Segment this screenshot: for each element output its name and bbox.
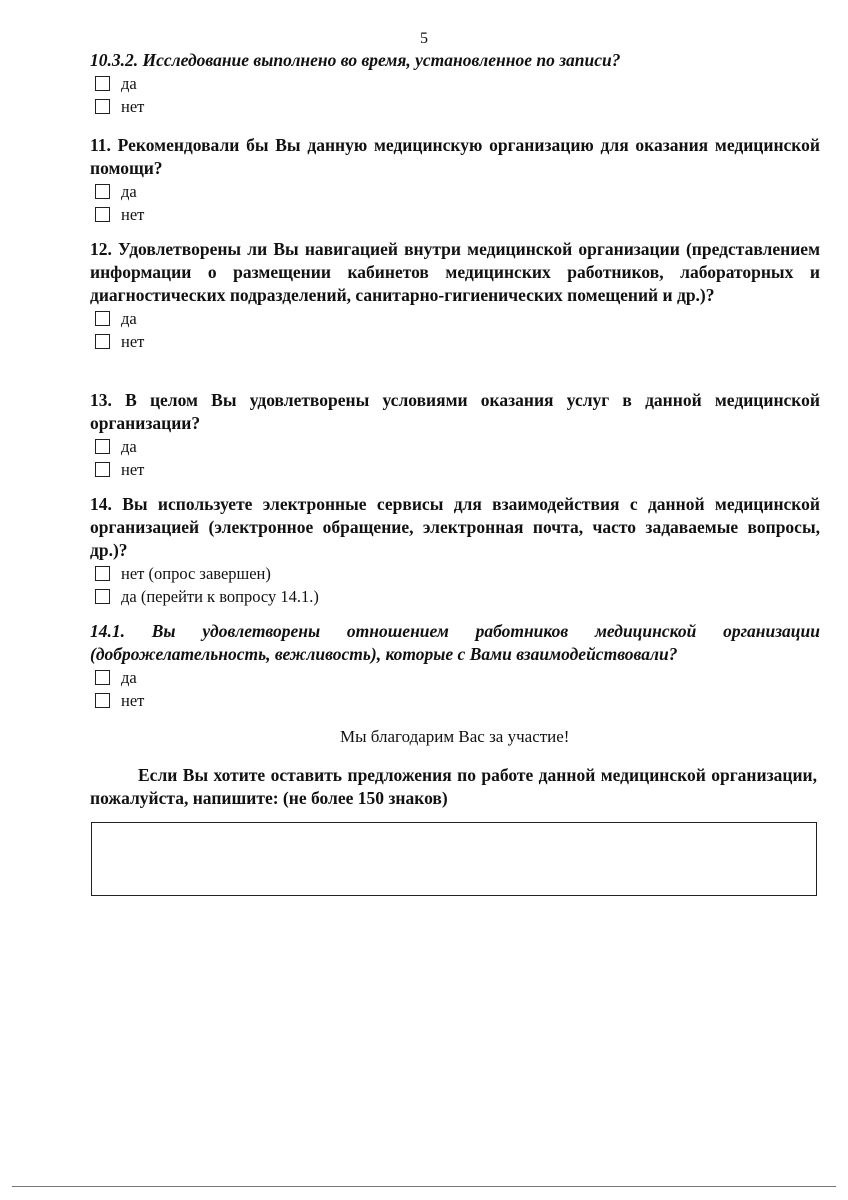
- checkbox[interactable]: [95, 334, 110, 349]
- question-text: 13. В целом Вы удовлетворены условиями оказания услуг в данной медицинской организации?: [90, 390, 820, 433]
- option-label: да: [121, 308, 137, 328]
- option-yes[interactable]: [90, 435, 820, 458]
- option-yes[interactable]: [90, 72, 820, 95]
- option-no[interactable]: [90, 458, 820, 481]
- option-no[interactable]: [90, 95, 820, 118]
- suggestion-input-box[interactable]: [91, 822, 817, 896]
- checkbox[interactable]: [95, 99, 110, 114]
- option-no-survey-complete[interactable]: [90, 562, 820, 585]
- option-label: нет: [121, 204, 145, 224]
- question-text: 10.3.2. Исследование выполнено во время, установленное по записи?: [90, 50, 621, 70]
- option-label: нет: [121, 331, 145, 351]
- checkbox[interactable]: [95, 207, 110, 222]
- question-text: 14.1. Вы удовлетворены отношением работников медицинской организации (доброжелательность, вежливость), которые с Вами взаимодействовали?: [90, 621, 820, 664]
- option-label: да (перейти к вопросу 14.1.): [121, 586, 319, 606]
- question-12: [90, 238, 820, 353]
- option-label: да: [121, 181, 137, 201]
- option-yes-go-to-14-1[interactable]: [90, 585, 820, 608]
- question-14: [90, 493, 820, 608]
- checkbox[interactable]: [95, 439, 110, 454]
- option-label: нет: [121, 690, 145, 710]
- question-14-1: [90, 620, 820, 712]
- option-label: да: [121, 667, 137, 687]
- page-number: 5: [420, 30, 428, 47]
- footer-divider: [12, 1186, 836, 1187]
- checkbox[interactable]: [95, 693, 110, 708]
- option-label: нет (опрос завершен): [121, 563, 271, 583]
- checkbox[interactable]: [95, 311, 110, 326]
- checkbox[interactable]: [95, 566, 110, 581]
- option-yes[interactable]: [90, 666, 820, 689]
- option-label: нет: [121, 96, 145, 116]
- option-label: нет: [121, 459, 145, 479]
- question-10-3-2: [90, 49, 820, 118]
- checkbox[interactable]: [95, 76, 110, 91]
- question-13: [90, 389, 820, 481]
- checkbox[interactable]: [95, 589, 110, 604]
- option-no[interactable]: [90, 330, 820, 353]
- option-label: да: [121, 436, 137, 456]
- question-text: 14. Вы используете электронные сервисы для взаимодействия с данной медицинской организацией (электронное обращение, электронная почта, часто задаваемые вопросы, др.)?: [90, 494, 820, 560]
- checkbox[interactable]: [95, 184, 110, 199]
- option-yes[interactable]: [90, 180, 820, 203]
- option-no[interactable]: [90, 689, 820, 712]
- suggestion-prompt: Если Вы хотите оставить предложения по работе данной медицинской организации, пожалуйста, напишите: (не более 150 знаков): [90, 765, 817, 808]
- checkbox[interactable]: [95, 670, 110, 685]
- thanks-text: Мы благодарим Вас за участие!: [340, 727, 570, 746]
- checkbox[interactable]: [95, 462, 110, 477]
- option-yes[interactable]: [90, 307, 820, 330]
- question-text: 11. Рекомендовали бы Вы данную медицинскую организацию для оказания медицинской помощи?: [90, 135, 820, 178]
- option-label: да: [121, 73, 137, 93]
- question-text: 12. Удовлетворены ли Вы навигацией внутри медицинской организации (представлением информации о размещении кабинетов медицинских работников, лабораторных и диагностических подразделений, санитарно-гигиенических помещений и др.)?: [90, 239, 820, 305]
- question-11: [90, 134, 820, 226]
- option-no[interactable]: [90, 203, 820, 226]
